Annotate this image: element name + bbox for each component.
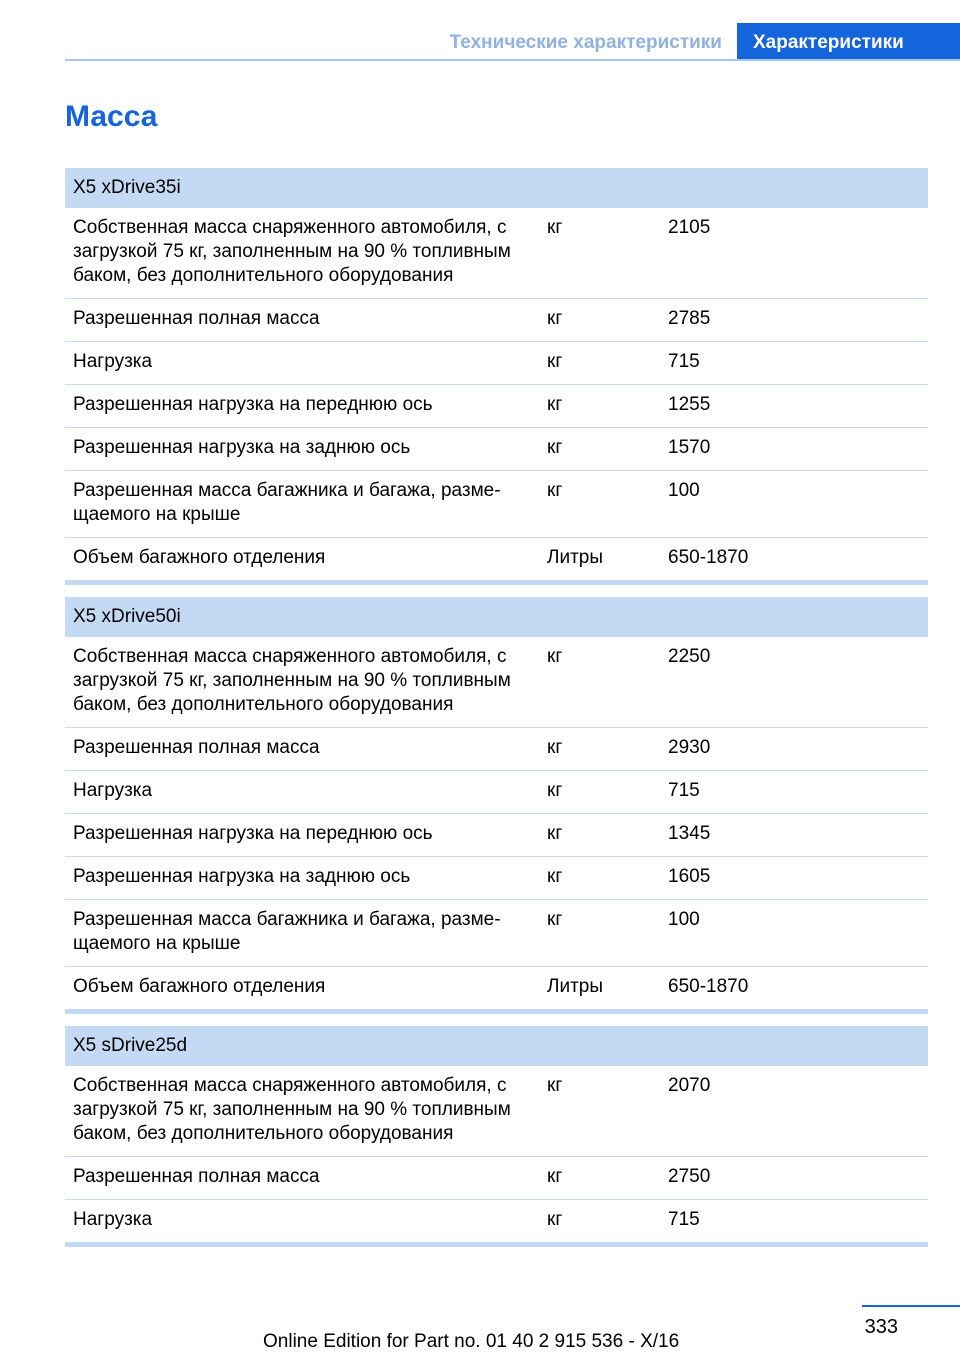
table-row [65,342,928,385]
row-label: Разрешенная нагрузка на переднюю ось [73,823,433,844]
row-label: Нагрузка [73,351,153,372]
row-value: 2785 [668,308,711,329]
row-value: 715 [668,1209,700,1230]
table-row [65,428,928,471]
row-label: Разрешенная масса багажника и багажа, размещаемого на крыше [73,480,501,525]
row-label: Разрешенная масса багажника и багажа, размещаемого на крыше [73,909,501,954]
header-chapter-tab[interactable]: Характеристики [737,23,960,61]
table-title: X5 xDrive50i [65,597,928,637]
table-row [65,900,928,967]
table-row [65,771,928,814]
table-end-rule [65,581,928,585]
row-label: Нагрузка [73,1209,153,1230]
row-value: 650-1870 [668,976,749,997]
table-row [65,1200,928,1243]
row-unit: кг [547,780,563,801]
row-unit: кг [547,1075,563,1096]
row-value: 100 [668,480,700,501]
table-row [65,1066,928,1157]
table-row [65,814,928,857]
table-row [65,299,928,342]
row-label: Собственная масса снаряженного автомобиля, с загрузкой 75 кг, заполненным на 90 % топливным баком, без дополнительного оборудования [73,646,511,715]
row-unit: Литры [547,976,604,997]
row-unit: Литры [547,547,604,568]
row-unit: кг [547,437,563,458]
row-value: 2105 [668,217,711,238]
table-title: X5 sDrive25d [65,1026,928,1066]
row-label: Разрешенная нагрузка на заднюю ось [73,866,411,887]
row-value: 2070 [668,1075,711,1096]
row-value: 2250 [668,646,711,667]
row-unit: кг [547,646,563,667]
spec-table-sdrive25d [65,1026,928,1247]
edition-note: Online Edition for Part no. 01 40 2 915 536 - X/16 [263,1331,680,1352]
row-label: Объем багажного отделения [73,976,326,997]
table-title: X5 xDrive35i [65,168,928,208]
table-row [65,471,928,538]
row-value: 1345 [668,823,711,844]
footer-divider [862,1305,960,1307]
row-value: 715 [668,780,700,801]
row-unit: кг [547,1166,563,1187]
row-unit: кг [547,394,563,415]
row-label: Объем багажного отделения [73,547,326,568]
row-unit: кг [547,1209,563,1230]
row-unit: кг [547,909,563,930]
row-unit: кг [547,351,563,372]
row-value: 715 [668,351,700,372]
row-value: 1570 [668,437,711,458]
row-unit: кг [547,308,563,329]
row-value: 2930 [668,737,711,758]
row-label: Разрешенная полная масса [73,308,320,329]
table-row [65,385,928,428]
page-header [65,23,960,61]
row-value: 100 [668,909,700,930]
row-unit: кг [547,866,563,887]
table-row [65,208,928,299]
table-end-rule [65,1243,928,1247]
table-row [65,637,928,728]
spec-table-xdrive50i [65,597,928,1014]
row-unit: кг [547,823,563,844]
row-label: Разрешенная полная масса [73,737,320,758]
row-value: 1605 [668,866,711,887]
row-label: Разрешенная нагрузка на переднюю ось [73,394,433,415]
row-unit: кг [547,737,563,758]
row-label: Разрешенная полная масса [73,1166,320,1187]
row-value: 650-1870 [668,547,749,568]
header-section-title[interactable]: Технические характеристики [449,32,722,53]
table-end-rule [65,1010,928,1014]
page-number: 333 [864,1316,898,1338]
page-title: Масса [65,100,158,133]
table-row [65,967,928,1010]
row-label: Нагрузка [73,780,153,801]
row-label: Собственная масса снаряженного автомобиля, с загрузкой 75 кг, заполненным на 90 % топливным баком, без дополнительного оборудования [73,1075,511,1144]
header-divider [65,59,960,61]
row-unit: кг [547,480,563,501]
row-value: 2750 [668,1166,711,1187]
spec-table-xdrive35i [65,168,928,585]
table-row [65,728,928,771]
table-row [65,538,928,581]
row-unit: кг [547,217,563,238]
row-value: 1255 [668,394,711,415]
row-label: Разрешенная нагрузка на заднюю ось [73,437,411,458]
row-label: Собственная масса снаряженного автомобиля, с загрузкой 75 кг, заполненным на 90 % топливным баком, без дополнительного оборудования [73,217,511,286]
table-row [65,857,928,900]
table-row [65,1157,928,1200]
